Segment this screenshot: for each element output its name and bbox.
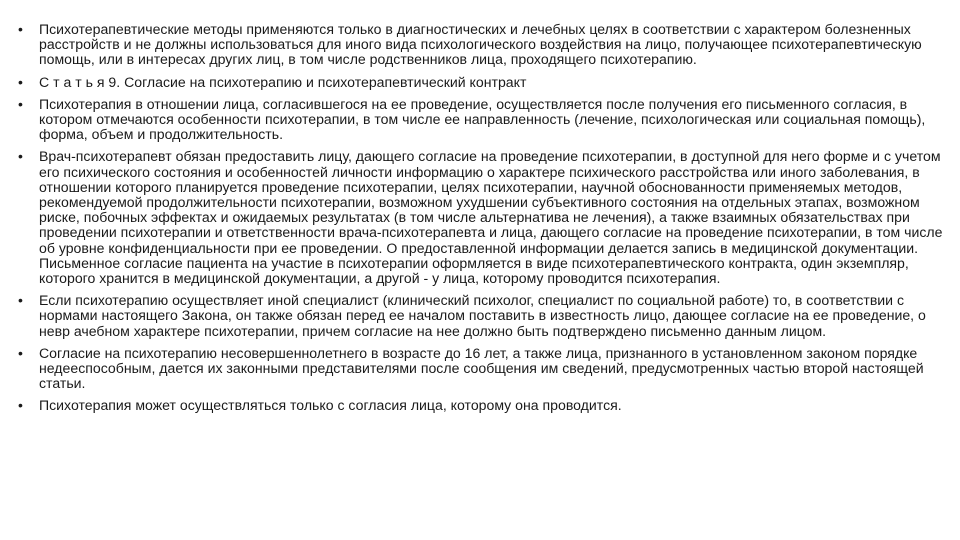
bullet-icon: • (18, 95, 23, 112)
bullet-icon: • (18, 292, 23, 309)
bullet-item-minor-consent (18, 346, 950, 392)
bullet-icon: • (18, 397, 23, 414)
bullet-item-consent-only (18, 398, 950, 413)
bullet-text: Психотерапевтические методы применяются только в диагностических и лечебных целях в соответствии с характером болезненных расстройств и не должны использоваться для иного вида психологического воздействия на лицо, получающее психотерапевтическую помощь, или в интересах других лиц, в том числе родственников лица, проходящего психотерапию. (39, 21, 922, 68)
bullet-text: Психотерапия может осуществляться только с согласия лица, которому она проводится. (39, 397, 622, 414)
bullet-item-doctor-duty (18, 149, 950, 286)
bullet-list (18, 22, 950, 421)
bullet-icon: • (18, 344, 23, 361)
bullet-item-written-consent (18, 97, 950, 143)
bullet-item-methods (18, 22, 950, 68)
bullet-icon: • (18, 21, 23, 37)
bullet-icon: • (18, 73, 23, 90)
bullet-text: Психотерапия в отношении лица, согласившегося на ее проведение, осуществляется после получения его письменного согласия, в котором отмечаются особенности психотерапии, в том числе ее направленность (лечение, психологическая или социальная помощь), форма, объем и продолжительность. (39, 95, 926, 143)
bullet-text: С т а т ь я 9. Согласие на психотерапию и психотерапевтический контракт (39, 73, 527, 90)
bullet-text: Если психотерапию осуществляет иной специалист (клинический психолог, специалист по социальной работе) то, в соответствии с нормами настоящего Закона, он также обязан перед ее началом поставить в известность лицо, дающее согласие на ее проведение, о невр ачебном характере психотерапии, причем согласие на нее должно быть подтверждено письменно данным лицом. (39, 292, 926, 339)
bullet-item-article-9 (18, 75, 950, 90)
bullet-text: Согласие на психотерапию несовершеннолетнего в возрасте до 16 лет, а также лица, признанного в установленном законом порядке недееспособным, дается их законными представителями после сообщения им сведений, предусмотренных частью второй настоящей статьи. (39, 344, 924, 392)
bullet-text: Врач-психотерапевт обязан предоставить лицу, дающего согласие на проведение психотерапии, в доступной для него форме и с учетом его психического состояния и особенностей личности информацию о характере психического расстройства или иного заболевания, в отношении которого планируется проведение психотерапии, целях психотерапии, научной обоснованности применяемых методов, рекомендуемой продолжительности психотерапии, возможном ухудшении субъективного состояния на отдельных этапах, возможном риске, побочных эффектах и ожидаемых результатах (в том числе альтернатива не лечения), а также взаимных обязательствах при проведении психотерапии и ответственности врача-психотерапевта и лица, дающего согласие на проведение психотерапии, в том числе об уровне конфиденциальности при ее проведении. О предоставленной информации делается запись в медицинской документации. Письменное согласие пациента на участие в психотерапии оформляется в виде психотерапевтического контракта, один экземпляр, которого хранится в медицинской документации, а другой - у лица, которому проводится психотерапия. (39, 148, 943, 287)
bullet-item-other-specialist (18, 293, 950, 339)
bullet-icon: • (18, 148, 23, 165)
